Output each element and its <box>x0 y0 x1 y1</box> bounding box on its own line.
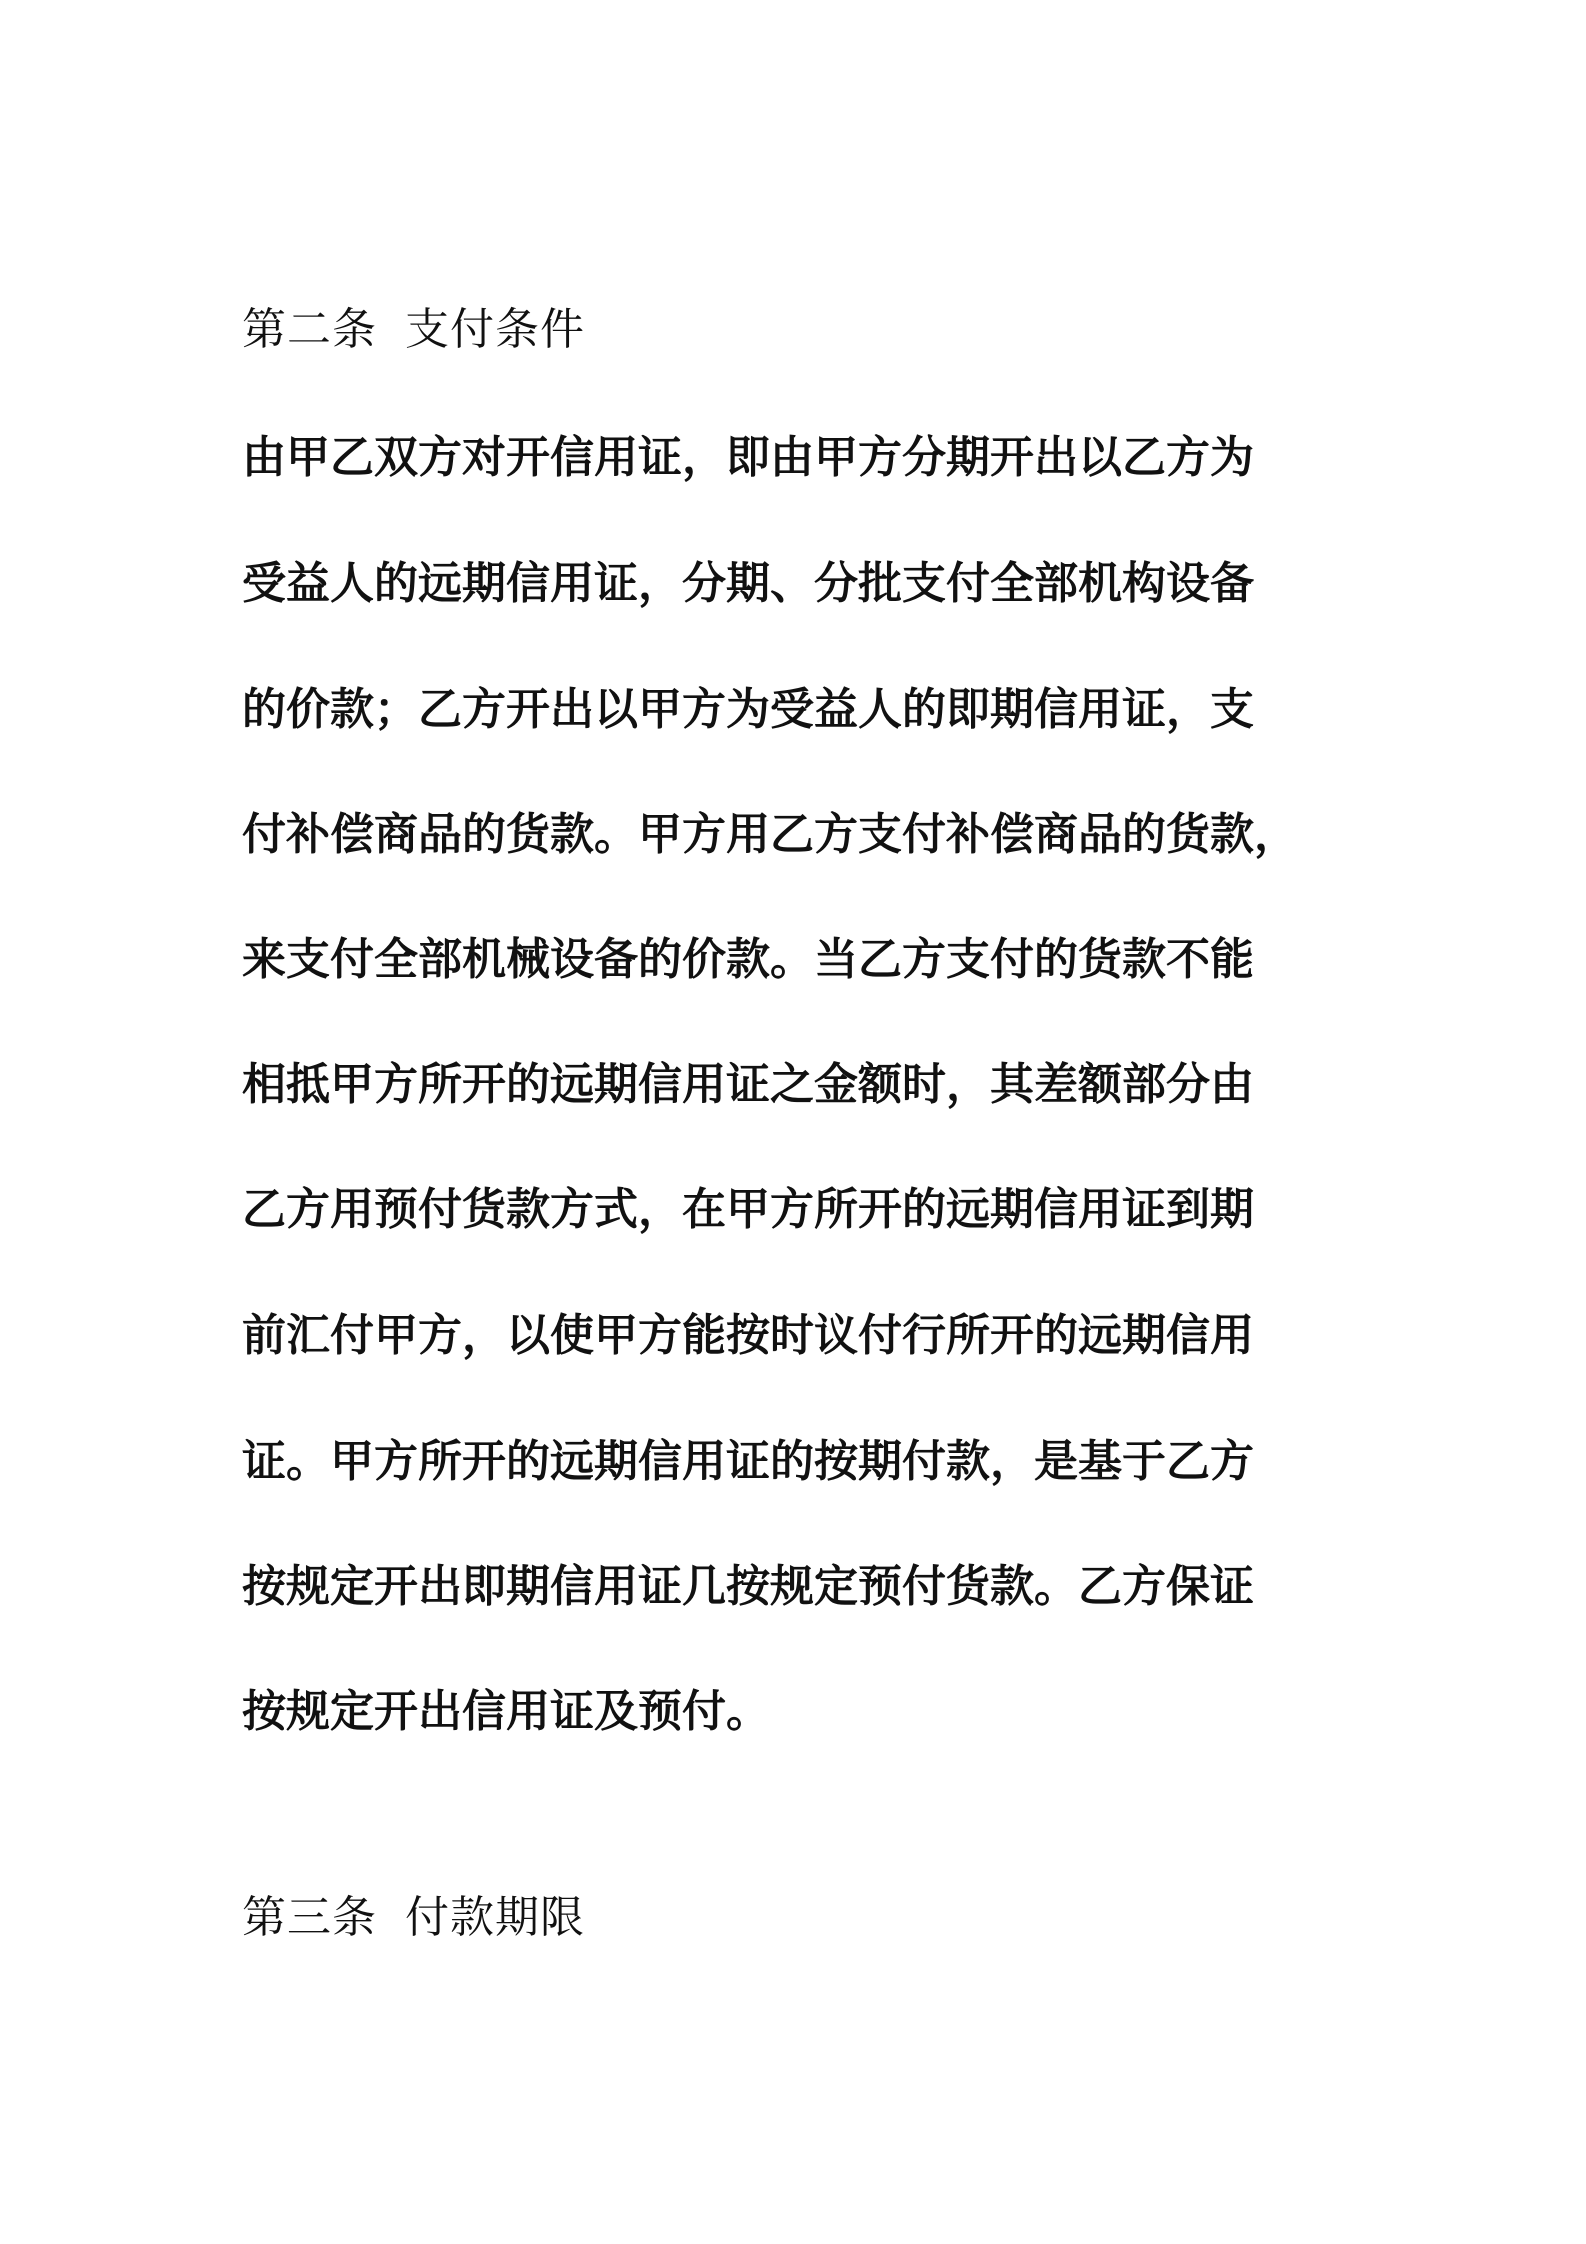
paragraph-line: 受益人的远期信用证，分期、分批支付全部机构设备 <box>242 558 1254 609</box>
paragraph-line: 证。甲方所开的远期信用证的按期付款，是基于乙方 <box>242 1436 1254 1487</box>
paragraph-line: 付补偿商品的货款。甲方用乙方支付补偿商品的货款， <box>242 809 1298 860</box>
paragraph-line: 前汇付甲方，以使甲方能按时议付行所开的远期信用 <box>242 1310 1254 1361</box>
section-2-heading <box>242 300 585 360</box>
section-3-title: 付款期限 <box>405 1892 585 1943</box>
paragraph-line: 乙方用预付货款方式，在甲方所开的远期信用证到期 <box>242 1184 1254 1235</box>
paragraph-line: 由甲乙双方对开信用证，即由甲方分期开出以乙方为 <box>242 432 1254 483</box>
paragraph-line: 按规定开出即期信用证几按规定预付货款。乙方保证 <box>242 1561 1254 1612</box>
section-3-number: 第三条 <box>242 1892 377 1943</box>
paragraph-line: 的价款；乙方开出以甲方为受益人的即期信用证，支 <box>242 684 1254 735</box>
paragraph-line: 按规定开出信用证及预付。 <box>242 1686 770 1737</box>
paragraph-line: 来支付全部机械设备的价款。当乙方支付的货款不能 <box>242 934 1254 985</box>
paragraph-line: 相抵甲方所开的远期信用证之金额时，其差额部分由 <box>242 1059 1254 1110</box>
section-2-title: 支付条件 <box>405 304 585 355</box>
section-2-number: 第二条 <box>242 304 377 355</box>
section-3-heading <box>242 1888 585 1948</box>
